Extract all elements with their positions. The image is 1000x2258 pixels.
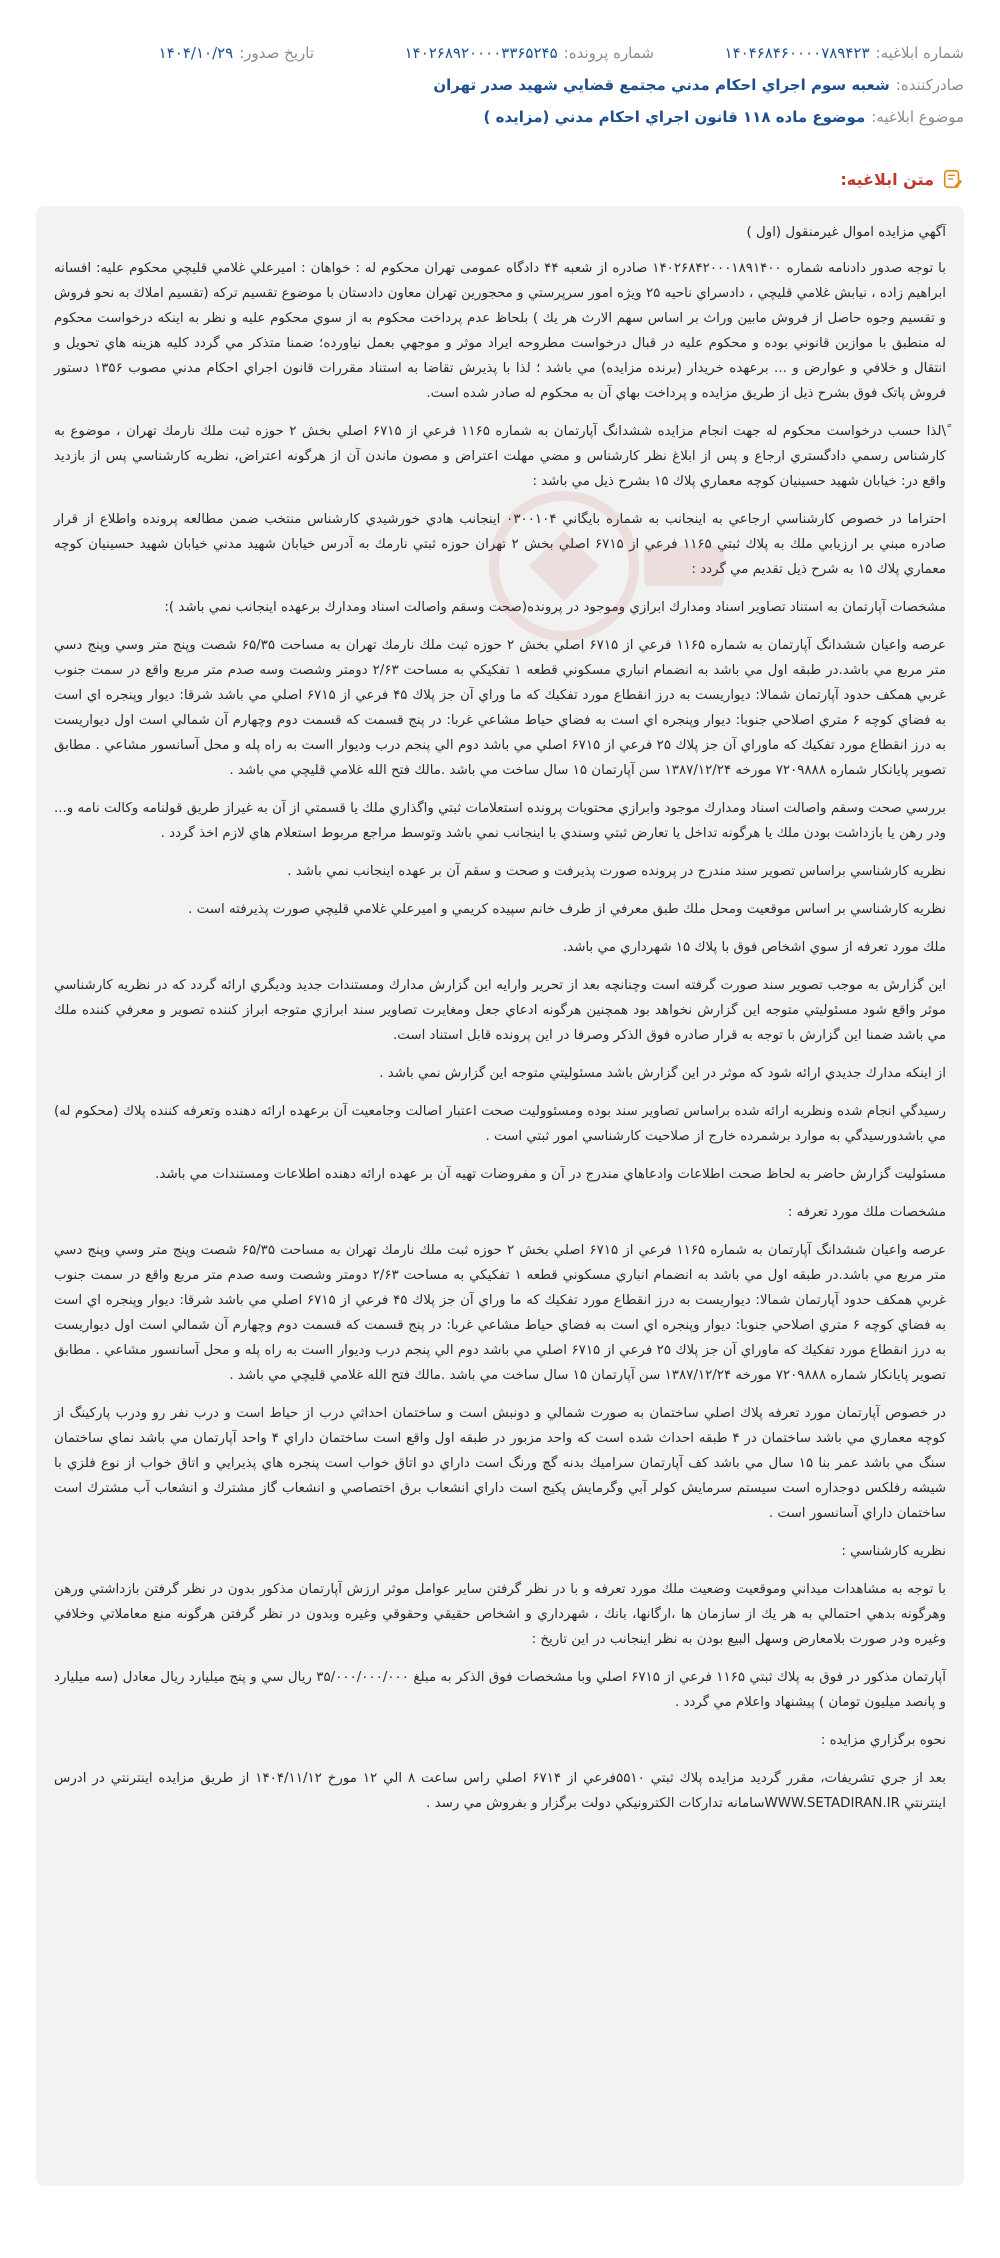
paragraph: با توجه صدور دادنامه شماره ۱۴۰۲۶۸۴۲۰۰۰۱۸۹۱۴۰۰ صادره از شعبه ۴۴ دادگاه عمومی تهران محکوم له : خواهان : اميرعلي غلامي قليچي محكوم عليه: افسانه ابراهيم زاده ، نيابش غلامي قليچي ، دادسراي ناحيه ۲۵ ويژه امور سرپرستي و محجورين تهران معاون دادستان با موضوع تقسيم تركه (تقسيم املاك به نحو فروش و تقسيم وجوه حاصل از فروش مابين وراث بر اساس سهم الارث هر يك ) بلحاظ عدم پرداخت محكوم به از سوي محكوم عليه و نظر به اينكه درخواست محكوم له منطبق با موازين قانوني بوده و محكوم عليه در قبال درخواست مطروحه ايراد موثر و موجهي بعمل نياورده؛ ضمنا متذكر مي گردد كليه هزينه هاي تحويل و انتقال و خلافي و عوارض و ... برعهده خريدار (برنده مزايده) مي باشد ؛ لذا با پذيرش تقاضا به استناد مقررات قانون اجراي احكام مدني مصوب ۱۳۵۶ دستور فروش پاتک فوق بشرح ذيل از طريق مزايده و پرداخت بهاي آن به محكوم له صادر شده است.	[54, 261, 946, 401]
issue-date-label: تاریخ صدور:	[239, 44, 314, 62]
paragraph: ملك مورد تعرفه از سوي اشخاص فوق با پلاك ۱۵ شهرداري مي باشد.	[562, 940, 946, 955]
paragraph: مسئوليت گزارش حاضر به لحاظ صحت اطلاعات وادعاهاي مندرج در آن و مفروضات تهيه آن بر عهده ارائه دهنده اطلاعات ومستندات مي باشد.	[155, 1167, 946, 1182]
document-edit-icon	[942, 168, 964, 190]
paragraph: احتراما در خصوص كارشناسي ارجاعي به اينجانب به شماره بايگاني ۰۳۰۰۱۰۴ اينجانب هادي خورشيدي كارشناس منتخب ضمن مطالعه پرونده واطلاع از قرار صادره مبني بر ارزيابي ملك به پلاك ثبتي ۱۱۶۵ فرعي از ۶۷۱۵ اصلي بخش ۲ تهران حوزه ثبتي نارمك به آدرس خيابان شهيد مدني خيابان شهيد حسينيان كوچه معماري پلاك ۱۵ به شرح ذيل تقديم مي گردد :	[54, 512, 946, 577]
paragraph: مشخصات ملك مورد تعرفه :	[787, 1205, 946, 1220]
paragraph: نظريه كارشناسي :	[841, 1544, 946, 1559]
paragraph: بعد از جري تشريفات، مقرر گرديد مزايده پلاك ثبتي ۵۵۱۰فرعي از ۶۷۱۴ اصلي راس ساعت ۸ الي ۱۲ مورخ ۱۴۰۴/۱۱/۱۲ از طريق مزايده اينترنتي در ادرس اينترنتي WWW.SETADIRAN.IRسامانه تداركات الكترونيكي دولت برگزار و بفروش مي رسد .	[54, 1771, 946, 1811]
paragraph: مشخصات آپارتمان به استناد تصاوير اسناد ومدارك ابرازي وموجود در پرونده(صحت وسقم واصالت اسناد ومدارك برعهده اينجانب نمي باشد ):	[164, 600, 946, 615]
notice-body	[36, 206, 964, 2186]
paragraph: بررسي صحت وسقم واصالت اسناد ومدارك موجود وابرازي محتويات پرونده استعلامات ثبتي واگذاري ملك يا قسمتي از آن به غيراز طريق قولنامه وكالت نامه و... ودر رهن يا بازداشت بودن ملك يا هرگونه تداخل يا تعارض ثبتي وسندي با اينجانب نمي باشد وتوسط مراجع مربوط استعلام هاي لازم اخذ گردد .	[54, 801, 946, 841]
paragraph: آپارتمان مذكور در فوق به پلاك ثبتي ۱۱۶۵ فرعي از ۶۷۱۵ اصلي وبا مشخصات فوق الذكر به مبلغ ۳۵/۰۰۰/۰۰۰/۰۰۰ ريال سي و پنج ميليارد ريال معادل (سه ميليارد و پانصد ميليون تومان ) پيشنهاد واعلام مي گردد .	[54, 1670, 946, 1710]
issuer-label: صادرکننده:	[895, 76, 964, 94]
case-number-label: شماره پرونده:	[563, 44, 654, 62]
header-row-numbers	[36, 44, 964, 76]
paragraph: عرصه واعيان ششدانگ آپارتمان به شماره ۱۱۶۵ فرعي از ۶۷۱۵ اصلي بخش ۲ حوزه ثبت ملك نارمك تهران به مساحت ۶۵/۳۵ شصت وپنج متر وسي وپنج دسي متر مربع مي باشد.در طبقه اول مي باشد به انضمام انباري مسكوني قطعه ۱ تفكيكي به مساحت ۲/۶۳ دومتر وشصت وسه صدم متر مربع واقع در سمت جنوب غربي همكف حدود آپارتمان شمالا: ديواريست به درز انقطاع مورد تفكيك كه ما وراي آن جز پلاك ۴۵ فرعي از ۶۷۱۵ اصلي مي باشد شرقا: ديوار وپنجره اي است به فضاي كوچه ۶ متري اصلاحي جنوبا: ديوار وپنجره اي است به فضاي حياط مشاعي غربا: در پنج قسمت كه قسمت دوم وچهارم آن شمالي است اول ديواريست به درز انقطاع مورد تفكيك كه ماوراي آن جز پلاك ۲۵ فرعي از ۶۷۱۵ اصلي مي باشد دوم الي پنجم درب وديوار ااست به راه پله و محل آسانسور مشاعي . مطابق تصوير پايانكار شماره ۷۲۰۹۸۸۸ مورخه ۱۳۸۷/۱۲/۲۴ سن آپارتمان ۱۵ سال ساخت مي باشد .مالك فتح الله غلامي قليچي مي باشد .	[54, 1243, 946, 1383]
paragraph-title: آگهي مزايده اموال غيرمنقول (اول )	[746, 225, 946, 240]
notice-text-title: متن ابلاغیه:	[840, 169, 934, 189]
notice-number-value: ۱۴۰۴۶۸۴۶۰۰۰۰۷۸۹۴۲۳	[724, 44, 870, 62]
notice-number-field	[654, 44, 964, 62]
paragraph: ً\لذا حسب درخواست محكوم له جهت انجام مزايده ششدانگ آپارتمان به شماره ۱۱۶۵ فرعي از ۶۷۱۵ اصلي بخش ۲ حوزه ثبت ملك نارمك تهران ، موضوع به كارشناس رسمي دادگستري ارجاع و پس از ابلاغ نظر كارشناس و مضي مهلت اعتراض و مصون ماندن آن از هرگونه اعتراض، نظريه كارشناسي پس از بازديد واقع در: خيابان شهيد حسينيان كوچه معماري پلاك ۱۵ بشرح ذيل مي باشد :	[54, 424, 946, 489]
paragraph: با توجه به مشاهدات ميداني وموقعيت وضعيت ملك مورد تعرفه و با در نظر گرفتن ساير عوامل موثر ارزش آپارتمان مذكور بدون در نظر گرفتن بازداشتي ورهن وهرگونه بدهي احتمالي به هر يك از سازمان ها ،ارگانها، بانك ، شهرداري و اشخاص حقيقي وحقوقي وغيره وبدون در نظر گرفتن هرگونه منع معاملاتي وخلافي وغيره ودر صورت بلامعارض وسهل البيع بودن به نظر اينجانب در اين تاريخ :	[54, 1582, 946, 1647]
paragraph: رسيدگي انجام شده ونظريه ارائه شده براساس تصاوير سند بوده ومسئووليت صحت اعتبار اصالت وجامعيت آن برعهده ارائه دهنده وتعرفه كننده پلاك (محكوم له) مي باشدورسيدگي به موارد برشمرده خارج از صلاحيت كارشناسي امور ثبتي است .	[54, 1104, 946, 1144]
notice-header	[0, 0, 1000, 140]
case-number-value: ۱۴۰۲۶۸۹۲۰۰۰۰۳۳۶۵۲۴۵	[404, 44, 558, 62]
header-row-subject	[36, 108, 964, 140]
case-number-field	[314, 44, 654, 62]
paragraph: نظريه كارشناسي بر اساس موقعيت ومحل ملك طبق معرفي از طرف خانم سپيده كريمي و اميرعلي غلامي قليچي صورت پذيرفته است .	[188, 902, 946, 917]
paragraph: در خصوص آپارتمان مورد تعرفه پلاك اصلي ساختمان به صورت شمالي و دونبش است و ساختمان احداثي درب از حياط است و درب نفر رو ودرب پاركينگ از كوچه معماري مي باشد ساختمان در ۴ طبقه احداث شده است كه واحد مزبور در طبقه اول واقع است ساختمان داراي ۴ واحد آپارتمان مي باشد نماي ساختمان سنگ مي باشد عمر بنا ۱۵ سال مي باشد كف آپارتمان سراميك بدنه گچ ورنگ است داراي دو اتاق خواب است پنجره هاي پذيرايي و اتاق خواب از نوع فلزي با شيشه رفلكس دوجداره است سيستم سرمايش كولر آبي وگرمايش پكيج است داراي انشعاب برق اختصاصي و انشعاب گاز مشترك و انشعاب آب مشترك است ساختمان داراي آسانسور است .	[54, 1406, 946, 1521]
subject-label: موضوع ابلاغیه:	[871, 108, 964, 126]
notice-number-label: شماره ابلاغیه:	[875, 44, 964, 62]
paragraph: نحوه برگزاري مزايده :	[820, 1733, 946, 1748]
paragraph: عرصه واعيان ششدانگ آپارتمان به شماره ۱۱۶۵ فرعي از ۶۷۱۵ اصلي بخش ۲ حوزه ثبت ملك نارمك تهران به مساحت ۶۵/۳۵ شصت وپنج متر وسي وپنج دسي متر مربع مي باشد.در طبقه اول مي باشد به انضمام انباري مسكوني قطعه ۱ تفكيكي به مساحت ۲/۶۳ دومتر وشصت وسه صدم متر مربع واقع در سمت جنوب غربي همكف حدود آپارتمان شمالا: ديواريست به درز انقطاع مورد تفكيك كه ما وراي آن جز پلاك ۴۵ فرعي از ۶۷۱۵ اصلي مي باشد شرقا: ديوار وپنجره اي است به فضاي كوچه ۶ متري اصلاحي جنوبا: ديوار وپنجره اي است به فضاي حياط مشاعي غربا: در پنج قسمت كه قسمت دوم وچهارم آن شمالي است اول ديواريست به درز انقطاع مورد تفكيك كه ماوراي آن جز پلاك ۲۵ فرعي از ۶۷۱۵ اصلي مي باشد دوم الي پنجم درب وديوار ااست به راه پله و محل آسانسور مشاعي . مطابق تصوير پايانكار شماره ۷۲۰۹۸۸۸ مورخه ۱۳۸۷/۱۲/۲۴ سن آپارتمان ۱۵ سال ساخت مي باشد .مالك فتح الله غلامي قليچي مي باشد .	[54, 638, 946, 778]
issuer-value: شعبه سوم اجراي احكام مدني مجتمع قضايي شهيد صدر تهران	[433, 76, 890, 94]
header-row-issuer	[36, 76, 964, 108]
issue-date-field	[159, 44, 314, 62]
paragraph: از اينكه مدارك جديدي ارائه شود كه موثر در اين گزارش باشد مسئوليتي متوجه اين گزارش نمي باشد .	[379, 1066, 946, 1081]
notice-text-heading	[840, 168, 964, 190]
paragraph: نظريه كارشناسي براساس تصوير سند مندرج در پرونده صورت پذيرفت و صحت و سقم آن بر عهده اينجانب نمي باشد .	[287, 864, 946, 879]
paragraph: اين گزارش به موجب تصوير سند صورت گرفته است وچنانچه بعد از تحرير وارايه اين گزارش مدارك ومستندات جديد وديگري ارائه گردد كه در نظريه كارشناسي موثر واقع شود مسئوليتي متوجه اين گزارش نخواهد بود همچنين هرگونه ادعاي جعل ومغايرت تصاوير سند ابرازي متوجه ابراز كننده تصوير و معرفي كننده ملك مي باشد ضمنا اين گزارش با توجه به قرار صادره فوق الذكر وصرفا در اين پرونده قابل استناد است.	[54, 978, 946, 1043]
issue-date-value: ۱۴۰۴/۱۰/۲۹	[158, 44, 234, 62]
subject-value: موضوع ماده ۱۱۸ قانون اجراي احكام مدني (مزايده )	[483, 108, 866, 126]
